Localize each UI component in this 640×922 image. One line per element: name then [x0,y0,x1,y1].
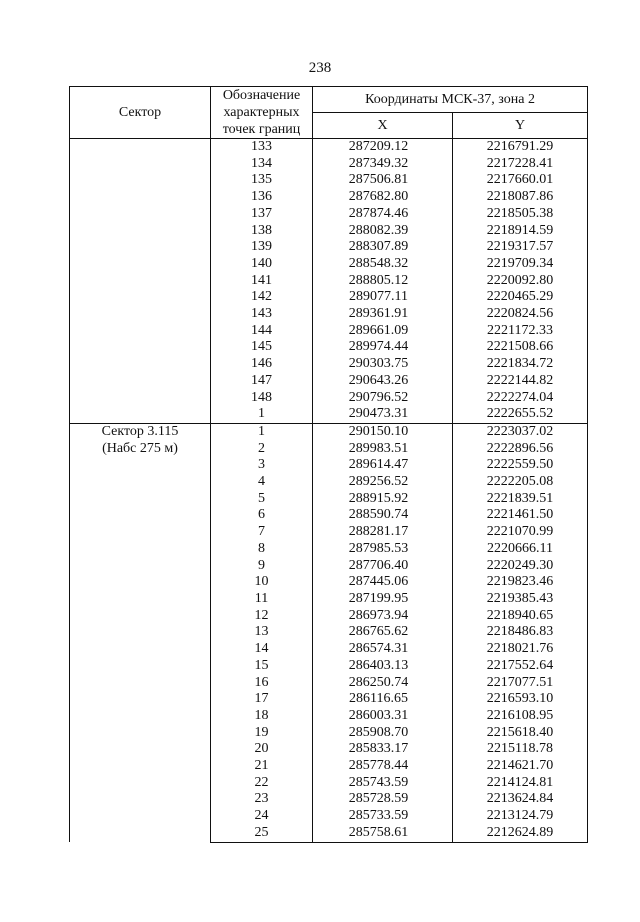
point-cell: 22 [211,775,313,792]
point-cell: 142 [211,289,313,306]
point-cell: 5 [211,491,313,508]
point-cell: 14 [211,641,313,658]
x-cell: 290473.31 [313,406,453,423]
point-cell: 21 [211,758,313,775]
point-cell: 9 [211,558,313,575]
y-cell: 2220666.11 [453,541,588,558]
point-cell: 7 [211,524,313,541]
y-cell: 2223037.02 [453,423,588,440]
x-cell: 287985.53 [313,541,453,558]
y-cell: 2222896.56 [453,441,588,458]
header-coordinates: Координаты МСК-37, зона 2 [313,87,588,113]
point-cell: 8 [211,541,313,558]
sector-label-line: Сектор 3.115 [101,423,179,439]
x-cell: 287706.40 [313,558,453,575]
point-cell: 148 [211,390,313,407]
y-cell: 2218486.83 [453,624,588,641]
point-cell: 145 [211,339,313,356]
y-cell: 2218940.65 [453,608,588,625]
y-cell: 2219317.57 [453,239,588,256]
point-cell: 140 [211,256,313,273]
x-cell: 285733.59 [313,808,453,825]
y-cell: 2216791.29 [453,139,588,156]
y-cell: 2221461.50 [453,507,588,524]
point-cell: 133 [211,139,313,156]
point-cell: 144 [211,323,313,340]
y-cell: 2222559.50 [453,457,588,474]
y-cell: 2219385.43 [453,591,588,608]
point-cell: 17 [211,691,313,708]
y-cell: 2221070.99 [453,524,588,541]
y-cell: 2222205.08 [453,474,588,491]
y-cell: 2221834.72 [453,356,588,373]
y-cell: 2218505.38 [453,206,588,223]
x-cell: 288082.39 [313,223,453,240]
y-cell: 2220249.30 [453,558,588,575]
header-y: Y [453,113,588,139]
y-cell: 2213124.79 [453,808,588,825]
y-cell: 2214621.70 [453,758,588,775]
y-cell: 2220092.80 [453,273,588,290]
point-cell: 147 [211,373,313,390]
point-cell: 4 [211,474,313,491]
point-cell: 20 [211,741,313,758]
point-cell: 24 [211,808,313,825]
y-cell: 2218021.76 [453,641,588,658]
y-cell: 2215618.40 [453,725,588,742]
x-cell: 286003.31 [313,708,453,725]
x-cell: 287209.12 [313,139,453,156]
x-cell: 290643.26 [313,373,453,390]
x-cell: 287682.80 [313,189,453,206]
point-cell: 141 [211,273,313,290]
x-cell: 290303.75 [313,356,453,373]
x-cell: 287199.95 [313,591,453,608]
y-cell: 2221508.66 [453,339,588,356]
point-cell: 19 [211,725,313,742]
x-cell: 286574.31 [313,641,453,658]
point-cell: 18 [211,708,313,725]
point-cell: 11 [211,591,313,608]
x-cell: 287445.06 [313,574,453,591]
point-cell: 146 [211,356,313,373]
point-cell: 25 [211,825,313,842]
y-cell: 2215118.78 [453,741,588,758]
y-cell: 2213624.84 [453,791,588,808]
point-cell: 16 [211,675,313,692]
y-cell: 2217228.41 [453,156,588,173]
point-cell: 138 [211,223,313,240]
x-cell: 289983.51 [313,441,453,458]
x-cell: 288548.32 [313,256,453,273]
x-cell: 288281.17 [313,524,453,541]
y-cell: 2217077.51 [453,675,588,692]
x-cell: 287506.81 [313,172,453,189]
x-cell: 286403.13 [313,658,453,675]
point-cell: 143 [211,306,313,323]
x-cell: 288805.12 [313,273,453,290]
y-cell: 2220824.56 [453,306,588,323]
point-cell: 1 [211,423,313,440]
x-cell: 286973.94 [313,608,453,625]
y-cell: 2219823.46 [453,574,588,591]
sector-cell [70,139,211,424]
point-cell: 10 [211,574,313,591]
y-cell: 2216108.95 [453,708,588,725]
x-cell: 289077.11 [313,289,453,306]
x-cell: 285778.44 [313,758,453,775]
x-cell: 289256.52 [313,474,453,491]
x-cell: 285833.17 [313,741,453,758]
y-cell: 2217552.64 [453,658,588,675]
table-body [70,139,588,843]
y-cell: 2218087.86 [453,189,588,206]
x-cell: 290150.10 [313,423,453,440]
point-cell: 139 [211,239,313,256]
table-header [70,87,588,139]
point-cell: 13 [211,624,313,641]
point-cell: 15 [211,658,313,675]
x-cell: 285743.59 [313,775,453,792]
x-cell: 285908.70 [313,725,453,742]
header-point-designation: Обозначение характерных точек границ [211,87,313,139]
x-cell: 288915.92 [313,491,453,508]
y-cell: 2221172.33 [453,323,588,340]
header-sector: Сектор [70,87,211,139]
header-x: X [313,113,453,139]
point-cell: 23 [211,791,313,808]
x-cell: 287874.46 [313,206,453,223]
point-cell: 135 [211,172,313,189]
table-row [70,423,588,440]
x-cell: 289614.47 [313,457,453,474]
point-cell: 3 [211,457,313,474]
x-cell: 286116.65 [313,691,453,708]
point-cell: 6 [211,507,313,524]
sector-label-line: (Набс 275 м) [102,440,178,456]
sector-cell [70,423,211,842]
x-cell: 289661.09 [313,323,453,340]
point-cell: 12 [211,608,313,625]
x-cell: 286250.74 [313,675,453,692]
x-cell: 288590.74 [313,507,453,524]
y-cell: 2214124.81 [453,775,588,792]
y-cell: 2222144.82 [453,373,588,390]
page-number: 238 [308,60,332,76]
point-cell: 137 [211,206,313,223]
x-cell: 285728.59 [313,791,453,808]
x-cell: 290796.52 [313,390,453,407]
x-cell: 289361.91 [313,306,453,323]
y-cell: 2219709.34 [453,256,588,273]
y-cell: 2222274.04 [453,390,588,407]
x-cell: 289974.44 [313,339,453,356]
coordinates-table [69,86,588,843]
y-cell: 2212624.89 [453,825,588,842]
point-cell: 2 [211,441,313,458]
y-cell: 2222655.52 [453,406,588,423]
y-cell: 2218914.59 [453,223,588,240]
x-cell: 286765.62 [313,624,453,641]
point-cell: 1 [211,406,313,423]
x-cell: 287349.32 [313,156,453,173]
x-cell: 285758.61 [313,825,453,842]
point-cell: 134 [211,156,313,173]
y-cell: 2220465.29 [453,289,588,306]
point-cell: 136 [211,189,313,206]
table-row [70,139,588,156]
y-cell: 2217660.01 [453,172,588,189]
y-cell: 2221839.51 [453,491,588,508]
x-cell: 288307.89 [313,239,453,256]
y-cell: 2216593.10 [453,691,588,708]
